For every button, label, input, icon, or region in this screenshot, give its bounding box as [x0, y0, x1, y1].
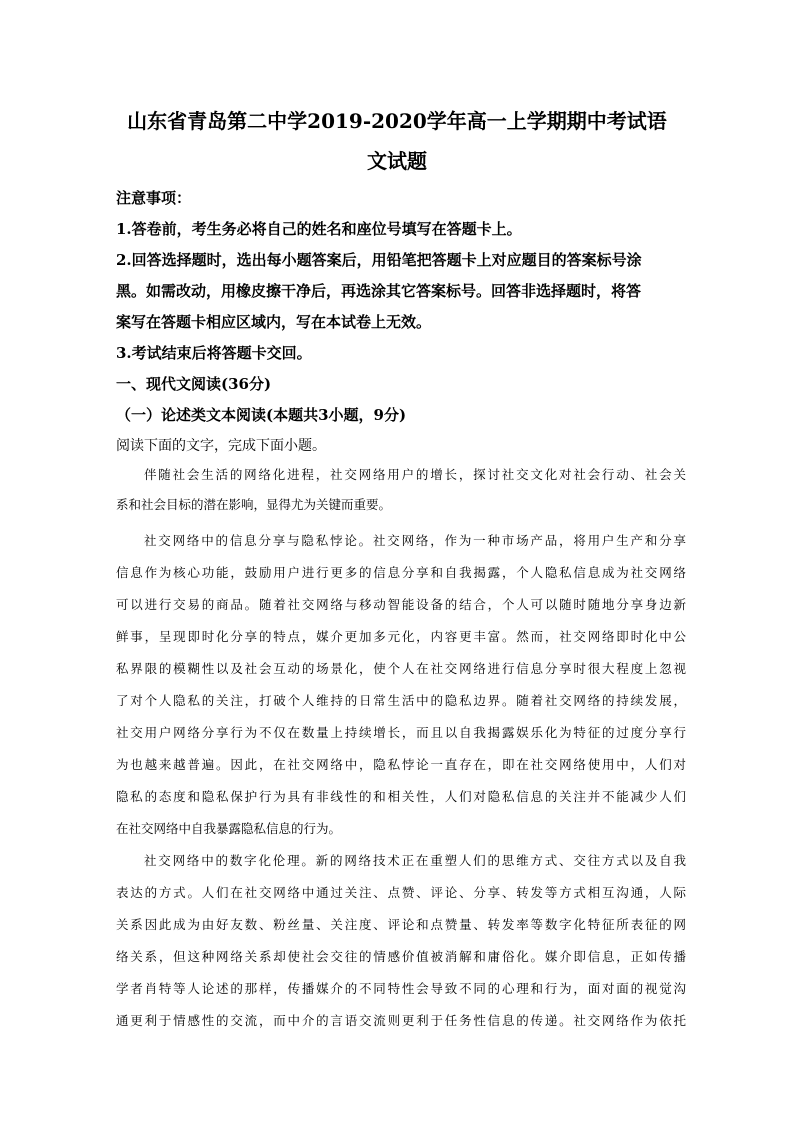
document-title-line-1: 山东省青岛第二中学2019-2020学年高一上学期期中考试语 [127, 109, 667, 133]
notice-heading: 注意事项： [116, 189, 192, 207]
passage-line: 信息作为核心功能，鼓励用户进行更多的信息分享和自我揭露，个人隐私信息成为社交网络 [116, 565, 686, 580]
passage-line: 系和社会目标的潜在影响，显得尤为关键而重要。 [116, 497, 392, 512]
notice-item-2: 2.回答选择题时，选出每小题答案后，用铅笔把答题卡上对应题目的答案标号涂 [116, 251, 642, 269]
passage-line: 在社交网络中自我暴露隐私信息的行为。 [116, 821, 342, 836]
subsection-heading: （一）论述类文本阅读(本题共3小题，9分) [116, 406, 407, 424]
section-heading: 一、现代文阅读(36分) [116, 375, 272, 393]
passage-line: 鲜事，呈现即时化分享的特点，媒介更加多元化，内容更丰富。然而，社交网络即时化中公 [116, 629, 686, 644]
passage-line: 关系因此成为由好友数、粉丝量、关注度、评论和点赞量、转发率等数字化特征所表征的网 [116, 917, 686, 932]
passage-line: 社交用户网络分享行为不仅在数量上持续增长，而且以自我揭露娱乐化为特征的过度分享行 [116, 725, 686, 740]
passage-line: 学者肖特等人论述的那样，传播媒介的不同特性会导致不同的心理和行为，面对面的视觉沟 [116, 981, 686, 996]
passage-line: 隐私的态度和隐私保护行为具有非线性的和相关性，人们对隐私信息的关注并不能减少人们 [116, 789, 686, 804]
notice-item-1: 1.答卷前，考生务必将自己的姓名和座位号填写在答题卡上。 [116, 220, 522, 238]
passage-line: 表达的方式。人们在社交网络中通过关注、点赞、评论、分享、转发等方式相互沟通，人际 [116, 885, 686, 900]
passage-line: 通更利于情感性的交流，而中介的言语交流则更利于任务性信息的传递。社交网络作为依托 [116, 1013, 686, 1028]
reading-instruction: 阅读下面的文字，完成下面小题。 [116, 438, 326, 454]
passage-line: 了对个人隐私的关注，打破个人维持的日常生活中的隐私边界。随着社交网络的持续发展， [116, 693, 686, 708]
notice-item-2-cont-1: 黑。如需改动，用橡皮擦干净后，再选涂其它答案标号。回答非选择题时，将答 [116, 282, 642, 300]
notice-item-2-cont-2: 案写在答题卡相应区域内，写在本试卷上无效。 [116, 313, 432, 331]
document-title-line-2: 文试题 [367, 149, 427, 173]
passage-line: 社交网络中的信息分享与隐私悖论。社交网络，作为一种市场产品，将用户生产和分享 [144, 533, 686, 548]
passage-line: 社交网络中的数字化伦理。新的网络技术正在重塑人们的思维方式、交往方式以及自我 [144, 853, 686, 868]
passage-line: 络关系，但这种网络关系却使社会交往的情感价值被消解和庸俗化。媒介即信息，正如传播 [116, 949, 686, 964]
notice-item-3: 3.考试结束后将答题卡交回。 [116, 344, 312, 362]
passage-line: 为也越来越普遍。因此，在社交网络中，隐私悖论一直存在，即在社交网络使用中，人们对 [116, 757, 686, 772]
passage-line: 私界限的模糊性以及社会互动的场景化，使个人在社交网络进行信息分享时很大程度上忽视 [116, 661, 686, 676]
passage-line: 可以进行交易的商品。随着社交网络与移动智能设备的结合，个人可以随时随地分享身边新 [116, 597, 686, 612]
passage-line: 伴随社会生活的网络化进程，社交网络用户的增长，探讨社交文化对社会行动、社会关 [144, 467, 686, 482]
